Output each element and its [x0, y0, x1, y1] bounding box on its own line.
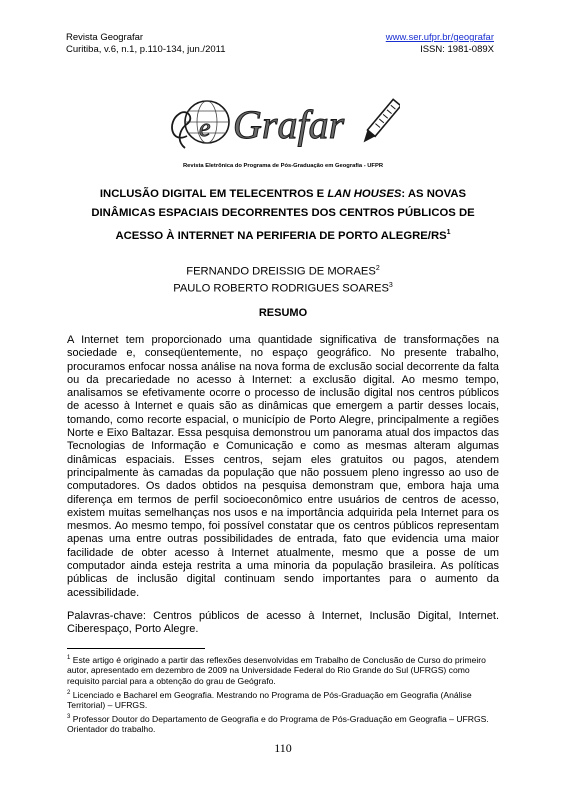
journal-citation: Curitiba, v.6, n.1, p.110-134, jun./2011: [66, 44, 226, 55]
footnote: [67, 653, 499, 687]
footnote-separator: [67, 648, 205, 649]
footnote-text: Este artigo é originado a partir das reflexões desenvolvidas em Trabalho de Conclusão de Curso do primeiro autor, apresentado em dezembro de 2009 na Universidade Federal do Rio Grande do Sul (UFRGS) como requisito parcial para a obtenção do grau de Geógrafo.: [67, 654, 486, 687]
footnote-mark: 1: [67, 655, 71, 661]
abstract-heading: RESUMO: [258, 307, 308, 319]
journal-subtitle: Revista Eletrônica do Programa de Pós-Graduação em Geografia - UFPR: [182, 163, 384, 169]
author-name: FERNANDO DREISSIG DE MORAES: [186, 265, 376, 278]
logo-wordmark: Grafar: [233, 102, 345, 147]
footnote-text: Licenciado e Bacharel em Geografia. Mestrando no Programa de Pós-Graduação em Geografia (Análise Territorial) – UFRGS.: [67, 689, 472, 711]
footnote-mark: 2: [67, 689, 71, 696]
title-italic: LAN HOUSES: [327, 188, 402, 200]
author-footnote-mark[interactable]: 2: [375, 265, 380, 272]
logo-swirl: [172, 112, 190, 148]
page-number: 110: [274, 741, 292, 755]
running-header-right: [386, 32, 494, 56]
footnotes: [67, 653, 499, 736]
abstract-body: A Internet tem proporcionado uma quantidade significativa de transformações na sociedade e, conseqüentemente, no espaço geográfico. No presente trabalho, procuramos enfocar nossa análise na nova forma de exclusão social decorrente da falta ou da precariedade no acesso à Internet: a exclusão digital. Ao mesmo tempo, analisamos se efetivamente ocorre o processo de inclusão digital nos centros públicos de acesso à Internet e quais são as dinâmicas que emergem a partir desses locais, tomando, como recorte espacial, o município de Porto Alegre, principalmente a regiões Norte e Eixo Baltazar. Essa pesquisa demonstrou um panorama atual dos impactos das Tecnologias de Informação e Comunicação e como as mesmas alteram algumas dinâmicas espaciais. Esses centros, sejam eles gratuitos ou pagos, atendem principalmente às camadas da população que não possuem pleno ingresso ao uso de computadores. Os dados obtidos na pesquisa demonstram que, embora haja uma diferença em termos de perfil socioeconômico entre usuários de centros de acesso, existem muitas semelhanças nos usos e na importância adquirida pela Internet para os mesmos. Ao mesmo tempo, foi possível constatar que os centros públicos representam apenas uma entre outras possibilidades de entrada, fato que evidencia uma maior facilidade de obter acesso à Internet atualmente, mesmo que a posse de um computador ainda esteja restrita a uma minoria da população brasileira. As políticas públicas de inclusão digital continuam sendo importantes para o aumento da acessibilidade.: [67, 334, 499, 599]
journal-name: Revista Geografar: [66, 32, 144, 43]
running-header-left: [66, 32, 226, 56]
article-title: [70, 185, 496, 246]
author-list: [0, 262, 566, 296]
svg-text:e: e: [199, 113, 211, 142]
footnote: [67, 688, 499, 711]
author-line: [0, 262, 566, 279]
title-part-2: : AS NOVAS DINÂMICAS ESPACIAIS DECORRENTES DOS CENTROS PÚBLICOS DE ACESSO À INTERNET NA PERIFERIA DE PORTO ALEGRE/RS: [91, 188, 475, 242]
keywords: Palavras-chave: Centros públicos de acesso à Internet, Inclusão Digital, Internet. Ciberespaço, Porto Alegre.: [67, 610, 499, 636]
author-name: PAULO ROBERTO RODRIGUES SOARES: [173, 282, 389, 295]
journal-issn: ISSN: 1981-089X: [420, 44, 494, 55]
pen-icon: [360, 99, 400, 145]
author-line: [0, 279, 566, 296]
footnote: [67, 712, 499, 735]
footnote-mark: 3: [67, 713, 71, 720]
footnote-text: Professor Doutor do Departamento de Geografia e do Programa de Pós-Graduação em Geografia – UFRGS. Orientador do trabalho.: [67, 713, 489, 735]
author-footnote-mark[interactable]: 3: [388, 282, 393, 290]
journal-url-link[interactable]: www.ser.ufpr.br/geografar: [385, 32, 494, 43]
geografar-logo: [165, 92, 400, 156]
title-footnote-mark[interactable]: 1: [446, 229, 451, 236]
title-part-1: INCLUSÃO DIGITAL EM TELECENTROS E: [99, 188, 328, 200]
